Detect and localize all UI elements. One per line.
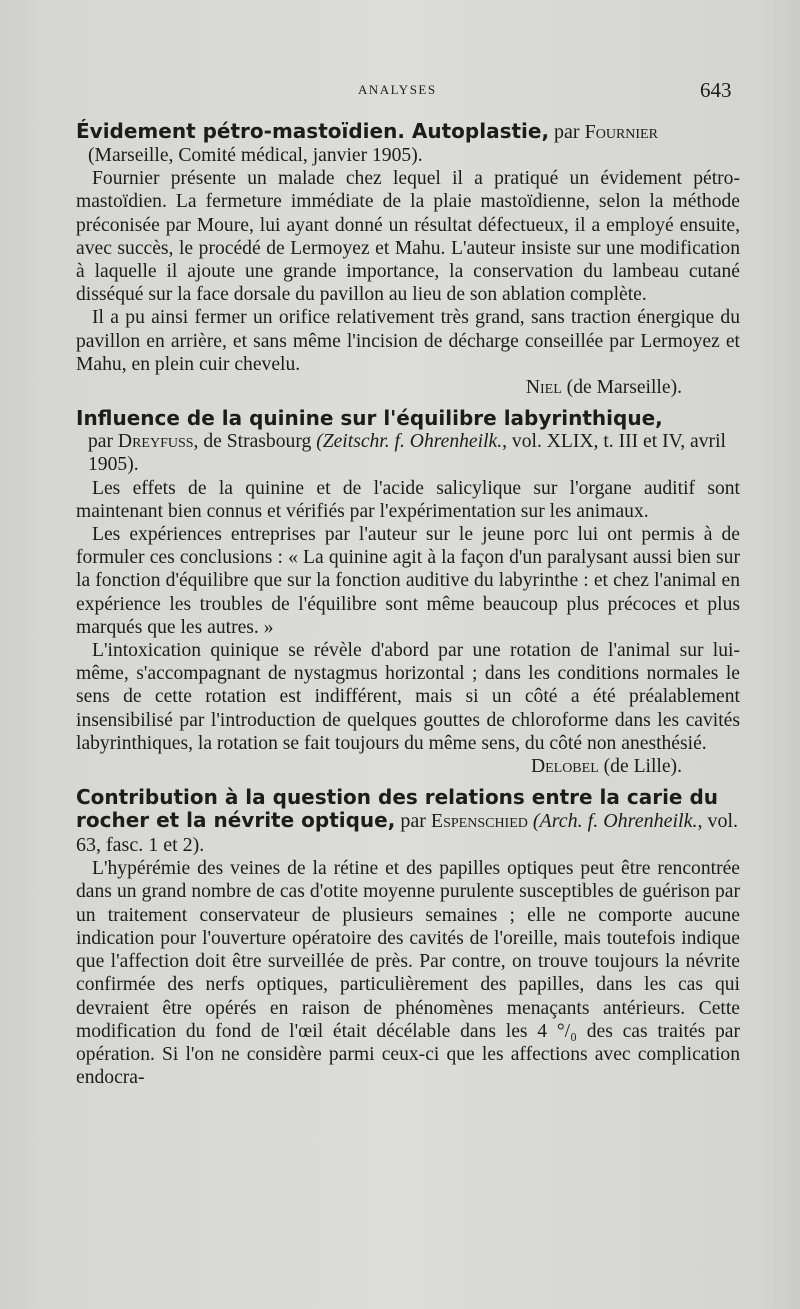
running-head: ANALYSES [358,82,437,97]
journal-name: (Arch. f. Ohrenheilk. [527,810,698,833]
reviewer-signature: Niel (de Marseille). [525,377,682,399]
page-number: 643 [700,78,732,102]
article-paragraph: Les effets de la quinine et de l'acide salicylique sur l'organe auditif sont maintenant bien connus et vérifiés par l'expérimentation sur les animaux. [76,477,740,522]
article-title: Évidement pétro-mastoïdien. Autoplastie, par Fournier [76,119,658,143]
article-citation: par Dreyfuss, de Strasbourg (Zeitschr. f. Ohrenheilk., vol. XLIX, t. III et IV, avril 1905). [88,431,726,476]
page-header [0,78,800,106]
article-paragraph: Fournier présente un malade chez lequel il a pratiqué un évidement pétro-mastoïdien. La fermeture immédiate de la plaie mastoïdienne, selon la méthode préconisée par Moure, lui ayant donné un résultat défectueux, il a employé ensuite, avec succès, le procédé de Lermoyez et Mahu. L'auteur insiste sur une modification à laquelle il ajoute une grande importance, la conservation du lambeau cutané disséqué sur la face dorsale du pavillon au lieu de son ablation complète. [76,168,740,306]
article-paragraph: L'intoxication quinique se révèle d'abord par une rotation de l'animal sur lui-même, s'accompagnant de nystagmus horizontal ; dans les conditions normales le sens de cette rotation est indifférent, mais si un côté a été préalablement insensibilisé par l'introduction de quelques gouttes de chloroforme dans les cavités labyrinthiques, la rotation se fait toujours du même sens, du côté non anesthésié. [76,640,740,754]
article-2 [76,407,740,778]
article-author: Dreyfuss [117,431,194,453]
article-citation: (Marseille, Comité médical, janvier 1905). [88,145,423,166]
article-title: Contribution à la question des relations entre la carie du rocher et la névrite optique, par Espenschied (Arch. f. Ohrenheilk., vol. 63, fasc. 1 et 2). [76,785,739,857]
article-paragraph: L'hypérémie des veines de la rétine et des papilles optiques peut être rencontrée dans un grand nombre de cas d'otite moyenne purulente susceptibles de guérison par un traitement conservateur de plusieurs semaines ; elle ne comporte aucune indication pour l'ouverture opératoire des cavités de l'oreille, mais toutefois indique que l'affection doit être surveillée de près. Par contre, on trouve toujours la névrite confirmée des nerfs optiques, particulièrement des papilles, dans les cas qui devraient être opérés en raison de phénomènes menaçants antérieurs. Cette modification du fond de l'œil était décélable dans les 4 °/₀ des cas traités par opération. Si l'on ne considère parmi ceux-ci que les affections avec complication endocra- [76,858,740,1089]
article-3 [76,786,740,1089]
article-title: Influence de la quinine sur l'équilibre labyrinthique, [76,406,663,431]
page-body [76,120,740,1089]
article-1 [76,120,740,399]
reviewer-signature: Delobel (de Lille). [530,756,682,778]
article-paragraph: Les expériences entreprises par l'auteur sur le jeune porc lui ont permis à de formuler ces conclusions : « La quinine agit à la façon d'un paralysant aussi bien sur la fonction d'équilibre que sur la fonction auditive du labyrinthe : et chez l'animal en expérience les troubles de l'équilibre sont même beaucoup plus précoces et plus marqués que les autres. » [76,524,740,638]
article-paragraph: Il a pu ainsi fermer un orifice relativement très grand, sans traction énergique du pavillon en arrière, et sans même l'incision de décharge conseillée par Lermoyez et Mahu, en plein cuir chevelu. [76,307,740,375]
journal-name: (Zeitschr. f. Ohrenheilk. [316,431,503,453]
article-author: Fournier [584,121,658,143]
article-author: Espenschied [430,810,528,833]
